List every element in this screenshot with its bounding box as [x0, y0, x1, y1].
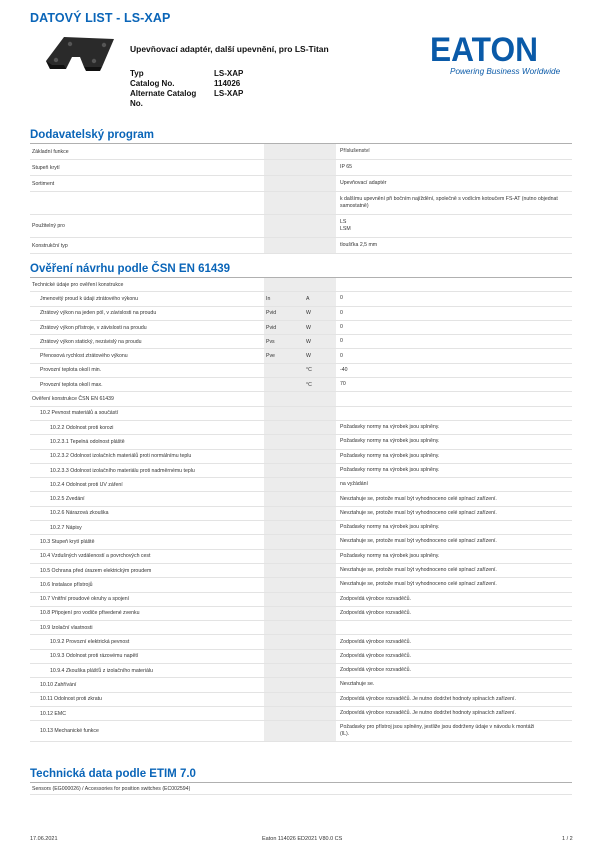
verification-label: 10.2 Pevnost materiálů a součástí [40, 410, 119, 417]
spec-empty-cell [264, 176, 336, 191]
verification-row [30, 421, 572, 435]
verification-row [30, 292, 572, 306]
verification-value: 0 [340, 324, 343, 331]
verification-symbol [264, 593, 304, 606]
verification-value: -40 [340, 366, 348, 373]
verification-row [30, 335, 572, 349]
spec-label: Sortiment [32, 180, 55, 187]
verification-label: 10.6 Instalace přístrojů [40, 581, 93, 588]
spec-value: Upevňovací adaptér [340, 180, 387, 186]
verification-label: 10.9.4 Zkouška plášťů z izolačního materiálu [50, 667, 153, 674]
verification-label: Jmenovitý proud k údaji ztrátového výkonu [40, 295, 139, 302]
section-heading: Ověření návrhu podle ČSN EN 61439 [30, 263, 572, 278]
verification-unit: °C [304, 378, 336, 391]
verification-label: 10.8 Připojení pro vodiče přivedené zvenku [40, 610, 140, 617]
verification-value: 0 [340, 352, 343, 359]
verification-value: Požadavky pro přístroj jsou splněny, jestliže jsou dodrženy údaje v návodu k montáži (IL). [340, 724, 535, 738]
verification-row [30, 478, 572, 492]
verification-symbol [264, 635, 304, 648]
verification-symbol [264, 278, 304, 291]
verification-unit [304, 435, 336, 448]
spec-empty-cell [264, 238, 336, 253]
spec-value: Příslušenství [340, 148, 370, 154]
verification-row [30, 435, 572, 449]
verification-symbol [264, 378, 304, 391]
verification-label: 10.2.2 Odolnost proti korozi [50, 424, 114, 431]
verification-row [30, 650, 572, 664]
verification-unit [304, 421, 336, 434]
spec-value: k dalšímu upevnění při bočním najíždění, společně s vodícím kotoučem FS-AT (nutno objednat samostatně) [340, 196, 558, 209]
verification-symbol [264, 521, 304, 534]
verification-row [30, 521, 572, 535]
info-value: 114026 [214, 79, 241, 88]
verification-symbol [264, 721, 304, 741]
verification-value: 0 [340, 295, 343, 302]
verification-label: 10.9.2 Provozní elektrická pevnost [50, 639, 130, 646]
verification-value: Požadavky normy na výrobek jsou splněny. [340, 467, 440, 473]
verification-row [30, 721, 572, 742]
verification-row [30, 450, 572, 464]
verification-row [30, 535, 572, 549]
verification-row [30, 278, 572, 292]
verification-label: Provozní teplota okolí max. [40, 381, 103, 388]
verification-value: 0 [340, 309, 343, 316]
verification-label: 10.2.5 Zvedání [50, 496, 85, 503]
verification-row [30, 635, 572, 649]
verification-value: Požadavky normy na výrobek jsou splněny. [340, 552, 440, 559]
verification-label: 10.2.3.3 Odolnost izolačního materiálu proti nadměrnému teplu [50, 467, 195, 474]
verification-row [30, 407, 572, 421]
spec-label: Stupeň krytí [32, 164, 60, 171]
verification-symbol: Pvs [264, 335, 304, 348]
verification-unit [304, 407, 336, 420]
verification-unit: W [304, 349, 336, 362]
footer-date: 17.06.2021 [30, 836, 58, 842]
verification-symbol [264, 421, 304, 434]
section-heading: Dodavatelský program [30, 129, 572, 144]
verification-row [30, 349, 572, 363]
verification-row [30, 564, 572, 578]
verification-row [30, 593, 572, 607]
verification-label: 10.13 Mechanické funkce [40, 728, 99, 735]
spec-label: Konstrukční typ [32, 242, 68, 249]
verification-row [30, 392, 572, 406]
verification-row [30, 707, 572, 721]
verification-unit: A [304, 292, 336, 305]
verification-symbol [264, 492, 304, 505]
verification-label: Ztrátový výkon přístroje, v závislosti na proudu [40, 324, 147, 331]
footer-document-id: Eaton 114026 ED2021 V80.0 CS [262, 836, 343, 842]
footer-page-number: 1 / 2 [562, 836, 573, 842]
verification-value: Zodpovídá výrobce rozvaděčů. Je nutno dodržet hodnoty spínacích zařízení. [340, 695, 516, 702]
verification-symbol [264, 550, 304, 563]
verification-label: Technické údaje pro ověření konstrukce [32, 281, 124, 288]
section-supplier-program [30, 129, 572, 254]
verification-unit [304, 607, 336, 620]
verification-symbol [264, 407, 304, 420]
spec-value: LS LSM [340, 219, 351, 232]
logo-tagline: Powering Business Worldwide [450, 67, 561, 76]
etim-classification: Sensors (EG000026) / Accessories for position switches (EC002594) [32, 785, 191, 792]
verification-value: Nevztahuje se, protože musí být vyhodnoceno celé spínací zařízení. [340, 581, 497, 588]
verification-label: 10.9.3 Odolnost proti rázovému napětí [50, 653, 139, 660]
verification-symbol [264, 535, 304, 548]
info-label: Typ [130, 69, 144, 78]
verification-label: 10.2.6 Nárazová zkouška [50, 510, 109, 517]
spec-empty-cell [264, 144, 336, 159]
verification-label: Přenosová rychlost ztrátového výkonu [40, 353, 128, 360]
spec-row [30, 215, 572, 238]
info-value: LS-XAP [214, 89, 244, 98]
verification-label: 10.2.3.1 Tepelná odolnost pláště [50, 438, 125, 445]
verification-unit [304, 392, 336, 405]
logo-text: EATON [430, 33, 538, 65]
verification-symbol [264, 693, 304, 706]
verification-unit [304, 492, 336, 505]
verification-unit [304, 678, 336, 691]
verification-value: 0 [340, 338, 343, 345]
verification-value: Požadavky normy na výrobek jsou splněny. [340, 524, 440, 531]
verification-symbol: Pve [264, 349, 304, 362]
verification-value: na vyžádání [340, 481, 368, 488]
verification-label: 10.2.7 Nápisy [50, 524, 82, 531]
verification-symbol [264, 664, 304, 677]
verification-value: Zodpovídá výrobce rozvaděčů. [340, 652, 411, 659]
verification-unit [304, 450, 336, 463]
verification-unit [304, 635, 336, 648]
verification-label: Provozní teplota okolí min. [40, 367, 102, 374]
verification-label: 10.2.3.2 Odolnost izolačních materiálů proti normálnímu teplu [50, 453, 192, 460]
spec-row [30, 144, 572, 160]
verification-value: Zodpovídá výrobce rozvaděčů. [340, 667, 411, 674]
verification-symbol [264, 707, 304, 720]
verification-symbol [264, 450, 304, 463]
verification-row [30, 664, 572, 678]
section-design-verification [30, 263, 572, 742]
verification-symbol [264, 464, 304, 477]
verification-unit [304, 578, 336, 591]
verification-row [30, 578, 572, 592]
spec-value: IP 65 [340, 164, 353, 170]
verification-unit: W [304, 335, 336, 348]
verification-label: 10.9 Izolační vlastnosti [40, 624, 93, 631]
verification-unit [304, 278, 336, 291]
verification-row [30, 507, 572, 521]
verification-symbol [264, 564, 304, 577]
verification-unit [304, 521, 336, 534]
verification-label: 10.10 Zahřívání [40, 681, 77, 688]
verification-row [30, 607, 572, 621]
verification-label: 10.5 Ochrana před úrazem elektrickým proudem [40, 567, 152, 574]
verification-value: Nevztahuje se. [340, 681, 375, 688]
verification-value: Zodpovídá výrobce rozvaděčů. [340, 595, 411, 602]
verification-label: 10.3 Stupeň krytí pláště [40, 538, 95, 545]
product-info [130, 69, 243, 109]
verification-symbol [264, 435, 304, 448]
verification-value: Nevztahuje se, protože musí být vyhodnoceno celé spínací zařízení. [340, 538, 497, 545]
spec-row [30, 192, 572, 215]
verification-unit: W [304, 321, 336, 334]
spec-row [30, 238, 572, 254]
verification-value: Zodpovídá výrobce rozvaděčů. [340, 609, 411, 616]
verification-value: Požadavky normy na výrobek jsou splněny. [340, 452, 440, 459]
spec-row [30, 176, 572, 192]
verification-unit: °C [304, 364, 336, 377]
verification-unit [304, 593, 336, 606]
eaton-logo [430, 33, 570, 65]
verification-row [30, 321, 572, 335]
verification-value: Zodpovídá výrobce rozvaděčů. [340, 638, 411, 645]
verification-symbol [264, 578, 304, 591]
verification-symbol [264, 507, 304, 520]
verification-unit [304, 507, 336, 520]
verification-row [30, 464, 572, 478]
spec-empty-cell [264, 160, 336, 175]
spec-value: tloušťka 2,5 mm [340, 242, 378, 248]
verification-unit [304, 564, 336, 577]
verification-symbol [264, 607, 304, 620]
verification-unit [304, 650, 336, 663]
verification-unit [304, 721, 336, 741]
info-label: No. [130, 99, 143, 108]
spec-label: Základní funkce [32, 148, 69, 155]
verification-unit [304, 535, 336, 548]
page-title: DATOVÝ LIST - LS-XAP [30, 11, 171, 25]
verification-row [30, 550, 572, 564]
verification-value: Nevztahuje se, protože musí být vyhodnoceno celé spínací zařízení. [340, 495, 497, 502]
verification-unit [304, 707, 336, 720]
section-etim [30, 768, 572, 795]
info-value: LS-XAP [214, 69, 244, 78]
verification-symbol: In [264, 292, 304, 305]
verification-symbol [264, 650, 304, 663]
spec-empty-cell [264, 215, 336, 237]
product-subtitle: Upevňovací adaptér, další upevnění, pro LS-Titan [130, 44, 329, 54]
verification-row [30, 378, 572, 392]
product-image [44, 33, 116, 73]
verification-unit: W [304, 307, 336, 320]
verification-label: Ověření konstrukce ČSN EN 61439 [32, 396, 114, 403]
verification-symbol: Pvid [264, 321, 304, 334]
verification-symbol [264, 678, 304, 691]
spec-row [30, 160, 572, 176]
verification-value: Zodpovídá výrobce rozvaděčů. Je nutno dodržet hodnoty spínacích zařízení. [340, 710, 516, 717]
section-heading: Technická data podle ETIM 7.0 [30, 768, 572, 783]
verification-label: 10.11 Odolnost proti zkratu [40, 696, 102, 703]
verification-unit [304, 550, 336, 563]
verification-unit [304, 464, 336, 477]
verification-label: 10.4 Vzdušných vzdáleností a povrchových cest [40, 553, 151, 560]
verification-value: 70 [340, 381, 346, 388]
verification-value: Nevztahuje se, protože musí být vyhodnoceno celé spínací zařízení. [340, 509, 497, 516]
verification-value: Požadavky normy na výrobek jsou splněny. [340, 424, 440, 431]
verification-row [30, 621, 572, 635]
verification-symbol [264, 621, 304, 634]
verification-label: Ztrátový výkon statický, nezávislý na proudu [40, 338, 142, 345]
verification-row [30, 307, 572, 321]
verification-value: Požadavky normy na výrobek jsou splněny. [340, 438, 440, 445]
verification-label: 10.2.4 Odolnost proti UV záření [50, 481, 123, 488]
verification-value: Nevztahuje se, protože musí být vyhodnoceno celé spínací zařízení. [340, 567, 497, 574]
info-label: Alternate Catalog [130, 89, 197, 98]
verification-unit [304, 693, 336, 706]
verification-label: 10.12 EMC [40, 710, 66, 717]
verification-row [30, 364, 572, 378]
verification-unit [304, 621, 336, 634]
verification-symbol [264, 478, 304, 491]
verification-row [30, 492, 572, 506]
spec-label: Použitelný pro [32, 223, 65, 229]
verification-symbol [264, 364, 304, 377]
verification-symbol: Pvid [264, 307, 304, 320]
verification-unit [304, 478, 336, 491]
info-label: Catalog No. [130, 79, 175, 88]
spec-empty-cell [264, 192, 336, 214]
verification-label: 10.7 Vnitřní proudové okruhy a spojení [40, 596, 130, 603]
verification-unit [304, 664, 336, 677]
verification-row [30, 678, 572, 692]
verification-row [30, 693, 572, 707]
verification-symbol [264, 392, 304, 405]
verification-label: Ztrátový výkon na jeden pól, v závislosti na proudu [40, 310, 157, 317]
